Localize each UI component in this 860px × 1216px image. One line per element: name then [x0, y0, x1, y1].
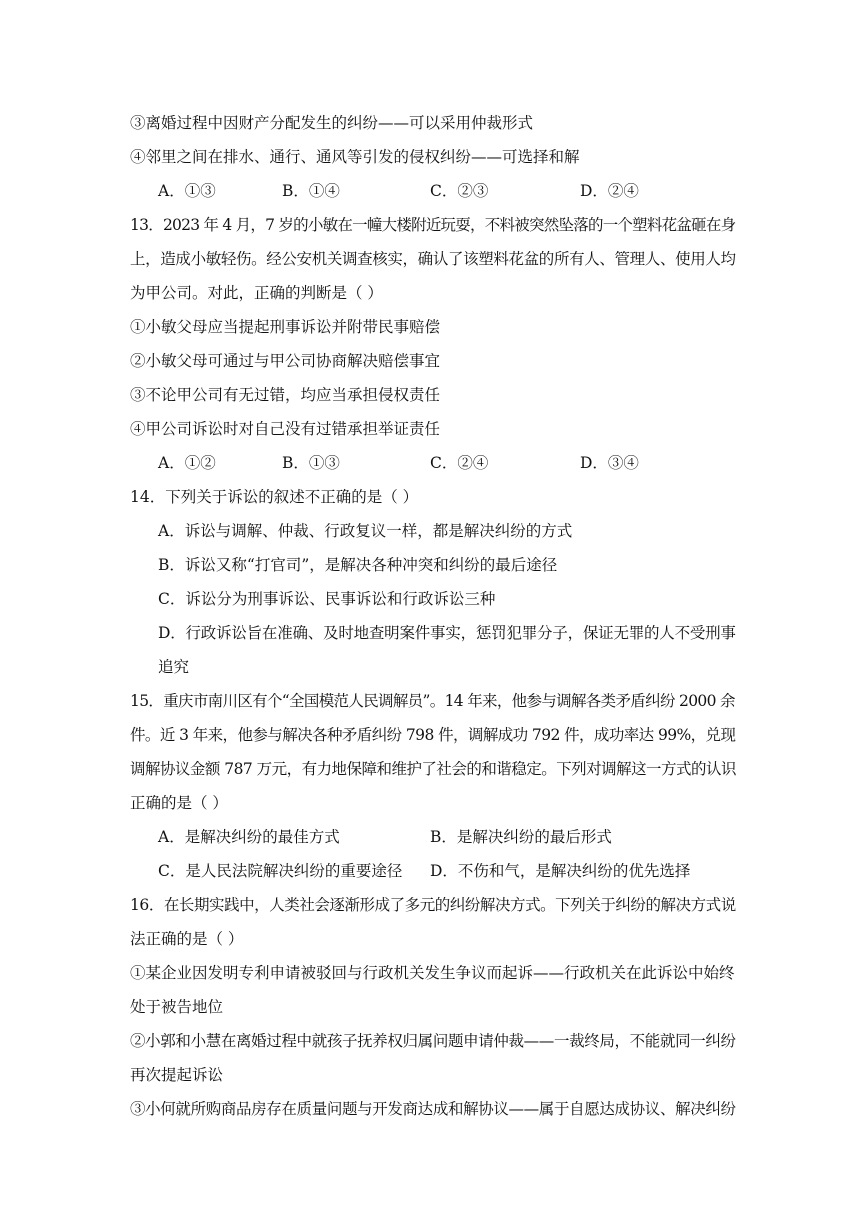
q13-stem-line-1: 13．2023 年 4 月，7 岁的小敏在一幢大楼附近玩耍，不料被突然坠落的一个塑料花盆砸在身	[130, 216, 736, 234]
q14-option-a[interactable]: A．诉讼与调解、仲裁、行政复议一样，都是解决纠纷的方式	[158, 522, 573, 540]
q14-option-d-line-1[interactable]: D．行政诉讼旨在准确、及时地查明案件事实，惩罚犯罪分子，保证无罪的人不受刑事	[158, 624, 736, 642]
q15-stem-line-3: 调解协议金额 787 万元，有力地保障和维护了社会的和谐稳定。下列对调解这一方式的认识	[130, 760, 736, 778]
q13-statement-1: ①小敏父母应当提起刑事诉讼并附带民事赔偿	[130, 318, 441, 336]
q14-option-c[interactable]: C．诉讼分为刑事诉讼、民事诉讼和行政诉讼三种	[158, 590, 496, 608]
q12-option-d[interactable]: D．②④	[580, 182, 639, 200]
q12-option-a[interactable]: A．①③	[158, 182, 216, 200]
q13-option-a[interactable]: A．①②	[158, 454, 216, 472]
q15-option-b[interactable]: B．是解决纠纷的最后形式	[430, 828, 612, 846]
q13-statement-3: ③不论甲公司有无过错，均应当承担侵权责任	[130, 386, 441, 404]
q12-statement-3: ③离婚过程中因财产分配发生的纠纷——可以采用仲裁形式	[130, 114, 534, 132]
q16-statement-1-line-1: ①某企业因发明专利申请被驳回与行政机关发生争议而起诉——行政机关在此诉讼中始终	[130, 964, 735, 982]
q14-option-d-line-2[interactable]: 追究	[158, 658, 190, 676]
q12-option-c[interactable]: C．②③	[430, 182, 489, 200]
q13-option-b[interactable]: B．①③	[282, 454, 340, 472]
q13-option-c[interactable]: C．②④	[430, 454, 489, 472]
q15-stem-line-1: 15．重庆市南川区有个“全国模范人民调解员”。14 年来，他参与调解各类矛盾纠纷 2000 余	[130, 692, 735, 710]
q14-stem: 14．下列关于诉讼的叙述不正确的是（ ）	[130, 488, 419, 506]
q16-statement-1-line-2: 处于被告地位	[130, 998, 224, 1016]
q12-option-b[interactable]: B．①④	[282, 182, 340, 200]
q16-statement-2-line-1: ②小郭和小慧在离婚过程中就孩子抚养权归属问题申请仲裁——一裁终局，不能就同一纠纷	[130, 1032, 736, 1050]
q16-statement-2-line-2: 再次提起诉讼	[130, 1066, 224, 1084]
q15-option-a[interactable]: A．是解决纠纷的最佳方式	[158, 828, 340, 846]
q16-stem-line-2: 法正确的是（ ）	[130, 930, 244, 948]
q16-statement-3-line-1: ③小何就所购商品房存在质量问题与开发商达成和解协议——属于自愿达成协议、解决纠纷	[130, 1100, 736, 1118]
q13-option-d[interactable]: D．③④	[580, 454, 639, 472]
q13-stem-line-2: 上，造成小敏轻伤。经公安机关调查核实，确认了该塑料花盆的所有人、管理人、使用人均	[130, 250, 736, 268]
q16-stem-line-1: 16．在长期实践中，人类社会逐渐形成了多元的纠纷解决方式。下列关于纠纷的解决方式说	[130, 896, 736, 914]
q15-stem-line-4: 正确的是（ ）	[130, 794, 228, 812]
q13-stem-line-3: 为甲公司。对此，正确的判断是（ ）	[130, 284, 383, 302]
q13-statement-4: ④甲公司诉讼时对自己没有过错承担举证责任	[130, 420, 441, 438]
q15-option-c[interactable]: C．是人民法院解决纠纷的重要途径	[158, 862, 403, 880]
q13-statement-2: ②小敏父母可通过与甲公司协商解决赔偿事宜	[130, 352, 441, 370]
q15-stem-line-2: 件。近 3 年来，他参与解决各种矛盾纠纷 798 件，调解成功 792 件，成功率达 99%，兑现	[130, 726, 736, 744]
q12-statement-4: ④邻里之间在排水、通行、通风等引发的侵权纠纷——可选择和解	[130, 148, 580, 166]
q14-option-b[interactable]: B．诉讼又称“打官司”，是解决各种冲突和纠纷的最后途径	[158, 556, 558, 574]
q15-option-d[interactable]: D．不伤和气，是解决纠纷的优先选择	[430, 862, 691, 880]
